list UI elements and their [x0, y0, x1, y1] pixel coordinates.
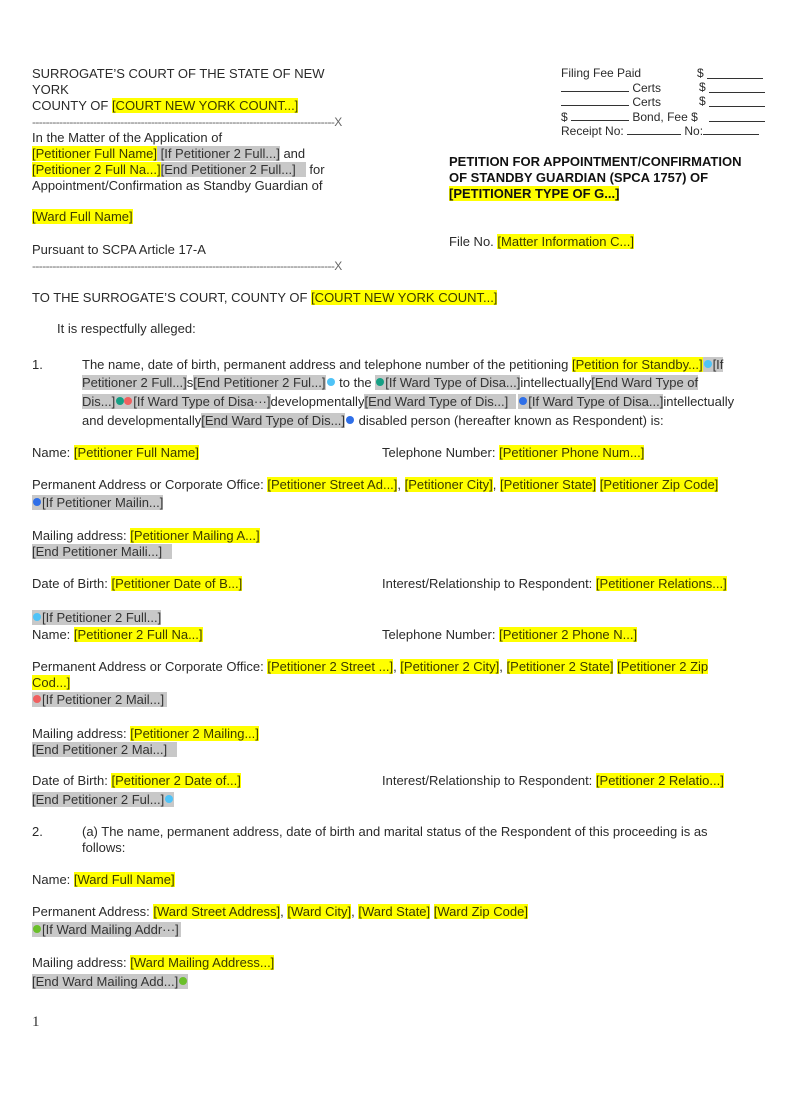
name-label: Name:	[32, 445, 74, 460]
telephone-label: Telephone Number:	[382, 445, 500, 460]
petitioner-zip-field[interactable]: [Petitioner Zip Code]	[599, 477, 719, 492]
petition-title-line3	[449, 186, 619, 202]
caption-divider-bottom: -----------------------------------------------------------------------------------------X	[32, 259, 342, 273]
petitioner2-end-mailing-row	[32, 742, 177, 758]
petition-for-standby-field[interactable]: [Petition for Standby...]	[572, 357, 703, 372]
no-label: No:	[684, 124, 704, 138]
ward-state-field[interactable]: [Ward State]	[358, 904, 431, 919]
court-name-line1: SURROGATE’S COURT OF THE STATE OF NEW	[32, 66, 325, 81]
address-label: Permanent Address or Corporate Office:	[32, 477, 268, 492]
end-petitioner2-full-field[interactable]: [End Petitioner 2 Ful...]	[32, 792, 165, 807]
mailing-label: Mailing address:	[32, 726, 131, 741]
petitioner-name-field[interactable]: [Petitioner Full Name]	[73, 445, 199, 460]
petitioner2-line	[32, 162, 325, 178]
court-county-field[interactable]: [COURT NEW YORK COUNT...]	[111, 98, 299, 113]
petitioner2-zip-field-a[interactable]: [Petitioner 2 Zip	[617, 659, 709, 674]
intro-county-field[interactable]: [COURT NEW YORK COUNT...]	[311, 290, 498, 305]
petitioner1-phone-row	[382, 445, 644, 461]
matter-line: In the Matter of the Application of	[32, 130, 223, 145]
petitioner2-relationship-row	[382, 773, 724, 789]
certs1-count-blank[interactable]	[561, 80, 629, 92]
condition-marker-red-icon	[124, 397, 132, 405]
to-the-text: to the	[335, 375, 376, 390]
paragraph-2-number: 2.	[32, 824, 43, 839]
if-petitioner2-field[interactable]: [If Petitioner 2 Full...]	[157, 146, 280, 161]
disabled-person-text: disabled person (hereafter known as Respondent) is:	[355, 413, 664, 428]
address-label: Permanent Address:	[32, 904, 154, 919]
paragraph-1-number: 1.	[32, 357, 43, 372]
certs2-amount-blank[interactable]	[709, 95, 765, 107]
if-ward-mailing-field[interactable]: [If Ward Mailing Addr···]	[42, 922, 179, 937]
ward-name-line	[32, 209, 133, 225]
petitioner2-end-row	[32, 792, 174, 808]
petitioner-mailing-field[interactable]: [Petitioner Mailing A...]	[130, 528, 260, 543]
petitioner2-if-mailing-row	[32, 692, 167, 708]
petitioner2-if-row	[32, 610, 161, 626]
address-label: Permanent Address or Corporate Office:	[32, 659, 268, 674]
para2-line1: (a) The name, permanent address, date of birth and marital status of the Respondent of this proceeding is as	[82, 824, 708, 839]
petitioner2-zip-field-b[interactable]: Cod...]	[32, 675, 71, 690]
appointment-line: Appointment/Confirmation as Standby Guardian of	[32, 178, 323, 193]
certs1-label: Certs	[632, 81, 662, 95]
ward-address-row	[32, 904, 528, 920]
page-number: 1	[32, 1014, 40, 1030]
relationship-label: Interest/Relationship to Respondent:	[382, 773, 596, 788]
respectfully-alleged: It is respectfully alleged:	[57, 321, 196, 336]
no-blank[interactable]	[703, 123, 759, 135]
petitioner1-dob-row	[32, 576, 242, 592]
certs-row-2	[561, 94, 771, 110]
file-number-line	[449, 234, 634, 250]
petitioner1-end-mailing-row	[32, 544, 172, 560]
comma: ,	[351, 904, 359, 919]
name-label: Name:	[32, 627, 74, 642]
caption-divider-top: -----------------------------------------------------------------------------------------X	[32, 115, 342, 129]
para1-line3	[82, 394, 734, 410]
file-no-label: File No.	[449, 234, 498, 249]
if-petitioner2-mailing-field[interactable]: [If Petitioner 2 Mail...]	[42, 692, 165, 707]
if-ward-type-field-1[interactable]: [If Ward Type of Disa...]	[385, 375, 521, 390]
condition-marker-light-blue-icon	[327, 378, 335, 386]
condition-marker-teal-icon	[376, 378, 384, 386]
petitioner-relationship-field[interactable]: [Petitioner Relations...]	[595, 576, 727, 591]
petitioner2-city-field[interactable]: [Petitioner 2 City]	[400, 659, 500, 674]
bond-amount-blank[interactable]	[571, 109, 629, 121]
certs1-amount-blank[interactable]	[709, 81, 765, 93]
para1-line1	[82, 357, 723, 373]
ward-mailing-field[interactable]: [Ward Mailing Address...]	[130, 955, 275, 970]
condition-marker-light-blue-icon	[704, 360, 712, 368]
certs1-dollar: $	[699, 80, 706, 94]
condition-marker-green-icon	[33, 925, 41, 933]
intellectually-text-2: intellectually	[663, 394, 735, 409]
petitioner2-name-row	[32, 627, 203, 643]
petitioner2-dob-row	[32, 773, 241, 789]
ward-mailing-row	[32, 955, 274, 971]
certs2-label: Certs	[632, 95, 662, 109]
if-petitioner2-field-b[interactable]: Petitioner 2 Full...]	[82, 375, 187, 390]
ward-name-field[interactable]: [Ward Full Name]	[73, 872, 175, 887]
if-petitioner2-field-a[interactable]: [If	[712, 357, 724, 372]
comma: ,	[280, 904, 288, 919]
end-petitioner2-field[interactable]: [End Petitioner 2 Ful...]	[193, 375, 326, 390]
petition-title-line1: PETITION FOR APPOINTMENT/CONFIRMATION	[449, 154, 742, 169]
ward-if-mailing-row	[32, 922, 181, 938]
county-line	[32, 98, 298, 114]
petitioner2-full-name-field[interactable]: [Petitioner 2 Full Na...]	[32, 162, 161, 177]
mailing-label: Mailing address:	[32, 528, 131, 543]
end-ward-type-field-3[interactable]: [End Ward Type of Dis...]	[201, 413, 346, 428]
petitioner1-if-mailing-row	[32, 495, 163, 511]
petitioner2-dob-field[interactable]: [Petitioner 2 Date of...]	[111, 773, 241, 788]
filing-fee-row	[561, 66, 704, 81]
certs2-dollar: $	[699, 94, 706, 108]
petitioner1-relationship-row	[382, 576, 727, 592]
filing-fee-blank[interactable]	[707, 67, 763, 79]
para1-line4	[82, 413, 664, 429]
certs2-count-blank[interactable]	[561, 94, 629, 106]
receipt-label: Receipt No:	[561, 124, 624, 138]
telephone-label: Telephone Number:	[382, 627, 500, 642]
petitioner2-relationship-field[interactable]: [Petitioner 2 Relatio...]	[595, 773, 724, 788]
condition-marker-red-icon	[33, 695, 41, 703]
petitioner-city-field[interactable]: [Petitioner City]	[404, 477, 493, 492]
petition-title-line2: OF STANDBY GUARDIAN (SPCA 1757) OF	[449, 170, 709, 185]
bond-dollar: $	[561, 110, 568, 124]
petitioners-line	[32, 146, 305, 162]
ward-zip-field[interactable]: [Ward Zip Code]	[433, 904, 528, 919]
petitioner1-name-row	[32, 445, 199, 461]
para1-line2	[82, 375, 698, 391]
petitioner2-street-field[interactable]: [Petitioner 2 Street ...]	[267, 659, 394, 674]
and-text: and	[279, 146, 306, 161]
end-ward-type-field-1a[interactable]: [End Ward Type of	[591, 375, 699, 390]
comma: ,	[393, 659, 401, 674]
matter-information-field[interactable]: [Matter Information C...]	[497, 234, 634, 249]
petitioner2-name-field[interactable]: [Petitioner 2 Full Na...]	[73, 627, 203, 642]
bond-fee-blank[interactable]	[709, 110, 765, 122]
petitioner2-state-field[interactable]: [Petitioner 2 State]	[506, 659, 614, 674]
petitioner1-mailing-row	[32, 528, 260, 544]
pursuant-line: Pursuant to SCPA Article 17-A	[32, 242, 206, 257]
to-court-text: TO THE SURROGATE’S COURT, COUNTY OF	[32, 290, 312, 305]
dob-label: Date of Birth:	[32, 773, 112, 788]
if-petitioner2-full-field[interactable]: [If Petitioner 2 Full...]	[42, 610, 162, 625]
petitioner-dob-field[interactable]: [Petitioner Date of B...]	[111, 576, 243, 591]
end-petitioner-mailing-field[interactable]: [End Petitioner Maili...]	[32, 544, 172, 559]
comma: ,	[397, 477, 405, 492]
condition-marker-light-blue-icon	[165, 795, 173, 803]
condition-marker-light-blue-icon	[33, 613, 41, 621]
ward-street-field[interactable]: [Ward Street Address]	[153, 904, 281, 919]
and-developmentally-text: and developmentally	[82, 413, 202, 428]
filing-fee-label: Filing Fee Paid	[561, 66, 642, 80]
ward-name-row	[32, 872, 175, 888]
petitioner-full-name-field[interactable]: [Petitioner Full Name]	[32, 146, 157, 161]
mailing-label: Mailing address:	[32, 955, 131, 970]
petitioner-street-field[interactable]: [Petitioner Street Ad...]	[267, 477, 398, 492]
receipt-number-blank[interactable]	[627, 123, 681, 135]
developmentally-text: developmentally	[270, 394, 365, 409]
receipt-row	[561, 123, 771, 139]
petitioner2-mailing-field[interactable]: [Petitioner 2 Mailing...]	[130, 726, 259, 741]
condition-marker-blue-icon	[519, 397, 527, 405]
if-petitioner-mailing-field[interactable]: [If Petitioner Mailin...]	[42, 495, 164, 510]
to-court-line	[32, 290, 497, 306]
comma: ,	[499, 659, 507, 674]
petitioner2-mailing-row	[32, 726, 259, 742]
petitioner2-address-row	[32, 659, 708, 675]
name-label: Name:	[32, 872, 74, 887]
court-name-line2: YORK	[32, 82, 69, 97]
petitioner-state-field[interactable]: [Petitioner State]	[500, 477, 597, 492]
if-ward-type-field-3[interactable]: [If Ward Type of Disa...]	[528, 394, 664, 409]
plural-s-text: s	[186, 375, 194, 390]
dob-label: Date of Birth:	[32, 576, 112, 591]
comma: ,	[492, 477, 501, 492]
if-ward-type-field-2[interactable]: [If Ward Type of Disa···]	[133, 394, 271, 409]
para2-line2: follows:	[82, 840, 126, 855]
petitioner2-zip-cont-row	[32, 675, 70, 691]
for-text: for	[305, 162, 325, 177]
ward-city-field[interactable]: [Ward City]	[287, 904, 352, 919]
petitioner2-phone-row	[382, 627, 637, 643]
condition-marker-green-icon	[179, 977, 187, 985]
condition-marker-blue-icon	[33, 498, 41, 506]
petitioner-phone-field[interactable]: [Petitioner Phone Num...]	[499, 445, 645, 460]
relationship-label: Interest/Relationship to Respondent:	[382, 576, 596, 591]
filing-fee-dollar: $	[697, 66, 704, 80]
bond-fee-label: Bond, Fee $	[632, 110, 698, 124]
para1-text: The name, date of birth, permanent address and telephone number of the petitioning	[82, 357, 572, 372]
end-petitioner2-mailing-field[interactable]: [End Petitioner 2 Mai...]	[32, 742, 177, 757]
petitioner2-phone-field[interactable]: [Petitioner 2 Phone N...]	[499, 627, 638, 642]
ward-full-name-field[interactable]: [Ward Full Name]	[32, 209, 133, 224]
county-label: COUNTY OF	[32, 98, 112, 113]
intellectually-text: intellectually	[520, 375, 592, 390]
end-ward-type-field-1b[interactable]: Dis...]	[82, 394, 116, 409]
petitioner1-address-row	[32, 477, 718, 493]
end-ward-type-field-2[interactable]: [End Ward Type of Dis...]	[364, 394, 516, 409]
petitioner-type-field[interactable]: [PETITIONER TYPE OF G...]	[449, 186, 620, 201]
ward-end-mailing-row	[32, 974, 188, 990]
condition-marker-blue-icon	[346, 416, 354, 424]
condition-marker-teal-icon	[116, 397, 124, 405]
end-petitioner2-field[interactable]: [End Petitioner 2 Full...]	[161, 162, 306, 177]
end-ward-mailing-field[interactable]: [End Ward Mailing Add...]	[32, 974, 179, 989]
